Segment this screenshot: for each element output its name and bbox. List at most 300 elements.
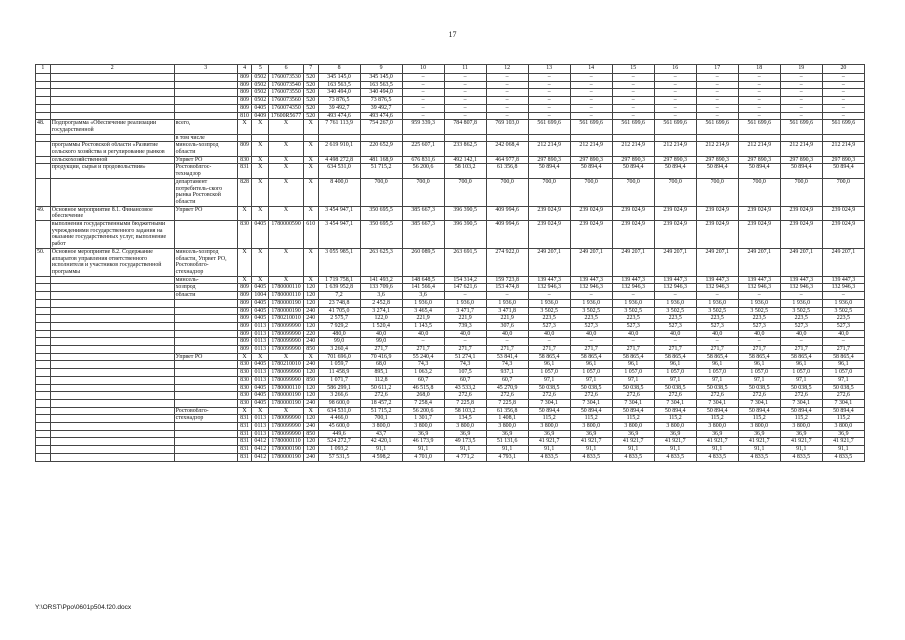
amount-cell: 98 600,0 — [318, 399, 360, 407]
code-vr-cell: X — [303, 120, 318, 134]
program-name-cell — [50, 407, 174, 415]
amount-cell: 7 304,1 — [570, 399, 612, 407]
code-rzpr-cell: X — [252, 142, 269, 156]
code-vr-cell: 520 — [303, 74, 318, 82]
amount-cell: – — [570, 81, 612, 89]
amount-cell: 132 946,3 — [570, 284, 612, 292]
row-number-cell — [36, 338, 51, 346]
amount-cell: – — [444, 104, 486, 112]
amount-cell: 91,1 — [696, 446, 738, 454]
table-row — [36, 376, 865, 384]
amount-cell: 7 304,1 — [696, 399, 738, 407]
amount-cell: 96,1 — [654, 361, 696, 369]
amount-cell: 895,1 — [360, 369, 402, 377]
amount-cell: 50 038,5 — [822, 384, 864, 392]
amount-cell: – — [444, 292, 486, 300]
amount-cell: 51 715,2 — [360, 164, 402, 178]
amount-cell: 223,5 — [612, 315, 654, 323]
code-grbs-cell: 830 — [237, 399, 252, 407]
amount-cell — [696, 134, 738, 142]
amount-cell: 1 057,0 — [696, 369, 738, 377]
amount-cell: 272,6 — [654, 392, 696, 400]
code-vr-cell: 120 — [303, 299, 318, 307]
row-number-cell — [36, 221, 51, 249]
responsible-cell — [174, 221, 237, 249]
amount-cell: 561 699,6 — [738, 120, 780, 134]
amount-cell: 50 894,4 — [654, 407, 696, 415]
amount-cell: 70 416,9 — [360, 353, 402, 361]
amount-cell: – — [822, 74, 864, 82]
amount-cell: 43 533,2 — [444, 384, 486, 392]
amount-cell: – — [822, 97, 864, 105]
amount-cell: 58 865,4 — [570, 353, 612, 361]
program-name-cell — [50, 353, 174, 361]
code-vr-cell: 240 — [303, 399, 318, 407]
amount-cell: 96,1 — [612, 361, 654, 369]
amount-cell: 115,2 — [528, 415, 570, 423]
amount-cell: 139 447,3 — [528, 276, 570, 284]
amount-cell: 50 894,4 — [822, 407, 864, 415]
code-csr-cell: X — [269, 353, 304, 361]
program-name-cell — [50, 346, 174, 354]
amount-cell: 3 800,0 — [486, 423, 528, 431]
code-grbs-cell: 831 — [237, 446, 252, 454]
amount-cell: 58 865,4 — [780, 353, 822, 361]
code-grbs-cell: 830 — [237, 376, 252, 384]
amount-cell: – — [822, 104, 864, 112]
code-csr-cell: 1780099990 — [269, 376, 304, 384]
amount-cell: 1 936,0 — [612, 299, 654, 307]
table-row — [36, 353, 865, 361]
amount-cell: 41 705,0 — [318, 307, 360, 315]
program-name-cell — [50, 392, 174, 400]
code-rzpr-cell: 1004 — [252, 292, 269, 300]
code-grbs-cell: 831 — [237, 453, 252, 461]
amount-cell: 4 771,2 — [444, 453, 486, 461]
amount-cell: – — [528, 74, 570, 82]
column-header: 2 — [50, 65, 174, 74]
amount-cell: – — [402, 74, 444, 82]
amount-cell: 40,0 — [402, 330, 444, 338]
code-csr-cell: 1760073550 — [269, 89, 304, 97]
amount-cell: 1 936,0 — [654, 299, 696, 307]
amount-cell: – — [444, 89, 486, 97]
amount-cell: 61 356,8 — [486, 164, 528, 178]
amount-cell: 212 214,9 — [570, 142, 612, 156]
amount-cell: 11 458,9 — [318, 369, 360, 377]
amount-cell: 3 502,5 — [738, 307, 780, 315]
amount-cell: 297 890,3 — [822, 156, 864, 164]
amount-cell: 139 447,3 — [780, 276, 822, 284]
amount-cell: 271,7 — [402, 346, 444, 354]
amount-cell: 1 520,4 — [360, 322, 402, 330]
code-rzpr-cell: 0113 — [252, 430, 269, 438]
responsible-cell — [174, 453, 237, 461]
amount-cell: 272,6 — [612, 392, 654, 400]
code-grbs-cell: 809 — [237, 81, 252, 89]
amount-cell: – — [402, 338, 444, 346]
amount-cell: 297 890,3 — [696, 156, 738, 164]
amount-cell: 50 038,5 — [654, 384, 696, 392]
table-row — [36, 299, 865, 307]
amount-cell: 4 833,5 — [654, 453, 696, 461]
code-grbs-cell: X — [237, 206, 252, 220]
table-row — [36, 276, 865, 284]
amount-cell: – — [822, 81, 864, 89]
row-number-cell: 49. — [36, 206, 51, 220]
amount-cell: 50 894,4 — [822, 164, 864, 178]
amount-cell: 385 667,3 — [402, 206, 444, 220]
amount-cell: 409 994,6 — [486, 221, 528, 249]
table-row — [36, 206, 865, 220]
amount-cell: 239 024,9 — [780, 206, 822, 220]
code-vr-cell: 240 — [303, 423, 318, 431]
program-name-cell — [50, 338, 174, 346]
amount-cell: 36,9 — [486, 430, 528, 438]
program-name-cell — [50, 81, 174, 89]
amount-cell: – — [780, 338, 822, 346]
responsible-cell: департамент потребитель-ского рынка Ростовской области — [174, 178, 237, 206]
amount-cell: 223,5 — [654, 315, 696, 323]
program-name-cell — [50, 97, 174, 105]
row-number-cell — [36, 369, 51, 377]
amount-cell: 3 800,0 — [654, 423, 696, 431]
code-grbs-cell: 830 — [237, 384, 252, 392]
code-csr-cell: 1780000110 — [269, 384, 304, 392]
amount-cell: 263 691,5 — [444, 248, 486, 276]
amount-cell: – — [444, 74, 486, 82]
code-rzpr-cell: 0405 — [252, 361, 269, 369]
amount-cell: – — [486, 112, 528, 120]
amount-cell: 1 719 758,1 — [318, 276, 360, 284]
program-name-cell — [50, 134, 174, 142]
amount-cell: 239 024,9 — [612, 221, 654, 249]
amount-cell: 3,6 — [402, 292, 444, 300]
code-rzpr-cell: 0405 — [252, 104, 269, 112]
amount-cell: 1 071,7 — [318, 376, 360, 384]
amount-cell: 3 266,6 — [318, 392, 360, 400]
code-rzpr-cell: 0405 — [252, 307, 269, 315]
code-csr-cell: 1780099990 — [269, 338, 304, 346]
amount-cell: 242 068,4 — [486, 142, 528, 156]
amount-cell: 41 921,7 — [570, 438, 612, 446]
amount-cell: – — [570, 74, 612, 82]
amount-cell: – — [696, 112, 738, 120]
amount-cell: – — [696, 104, 738, 112]
code-csr-cell: X — [269, 206, 304, 220]
amount-cell: 40,0 — [486, 330, 528, 338]
code-vr-cell: 240 — [303, 315, 318, 323]
row-number-cell — [36, 74, 51, 82]
responsible-cell — [174, 112, 237, 120]
amount-cell: 36,9 — [696, 430, 738, 438]
amount-cell: 139 447,3 — [570, 276, 612, 284]
amount-cell: 50 038,5 — [738, 384, 780, 392]
amount-cell: 40,0 — [528, 330, 570, 338]
amount-cell: 561 699,6 — [780, 120, 822, 134]
table-row — [36, 112, 865, 120]
amount-cell: 272,6 — [696, 392, 738, 400]
amount-cell: 36,9 — [402, 430, 444, 438]
amount-cell: 115,2 — [570, 415, 612, 423]
amount-cell: – — [780, 97, 822, 105]
amount-cell: 784 807,8 — [444, 120, 486, 134]
program-name-cell — [50, 446, 174, 454]
code-rzpr-cell: X — [252, 206, 269, 220]
code-vr-cell: 520 — [303, 89, 318, 97]
amount-cell: 700,0 — [738, 178, 780, 206]
amount-cell: 263 625,3 — [360, 248, 402, 276]
amount-cell: 91,1 — [402, 446, 444, 454]
amount-cell: 139 447,3 — [654, 276, 696, 284]
amount-cell — [444, 134, 486, 142]
column-header: 20 — [822, 65, 864, 74]
amount-cell: – — [822, 338, 864, 346]
amount-cell: 132 946,3 — [696, 284, 738, 292]
amount-cell: – — [696, 292, 738, 300]
amount-cell: 271,7 — [528, 346, 570, 354]
amount-cell — [612, 134, 654, 142]
column-header: 3 — [174, 65, 237, 74]
amount-cell: – — [402, 104, 444, 112]
program-name-cell — [50, 438, 174, 446]
code-rzpr-cell: 0113 — [252, 369, 269, 377]
amount-cell: 3 800,0 — [612, 423, 654, 431]
amount-cell: 96,1 — [780, 361, 822, 369]
code-vr-cell: X — [303, 276, 318, 284]
row-number-cell — [36, 438, 51, 446]
amount-cell: 3 800,0 — [528, 423, 570, 431]
amount-cell: – — [822, 112, 864, 120]
code-rzpr-cell: 0113 — [252, 346, 269, 354]
amount-cell: – — [612, 292, 654, 300]
amount-cell: 221,9 — [486, 315, 528, 323]
row-number-cell — [36, 89, 51, 97]
amount-cell: – — [780, 104, 822, 112]
code-rzpr-cell: 0502 — [252, 81, 269, 89]
code-rzpr-cell: X — [252, 164, 269, 178]
amount-cell: 700,0 — [822, 178, 864, 206]
row-number-cell — [36, 415, 51, 423]
amount-cell: 36,9 — [780, 430, 822, 438]
code-rzpr-cell: 0502 — [252, 97, 269, 105]
amount-cell: – — [738, 97, 780, 105]
amount-cell: 3 260,4 — [318, 346, 360, 354]
amount-cell: 42 420,1 — [360, 438, 402, 446]
amount-cell: 260 089,5 — [402, 248, 444, 276]
code-rzpr-cell: X — [252, 248, 269, 276]
amount-cell: 97,1 — [612, 376, 654, 384]
amount-cell: 7 761 113,9 — [318, 120, 360, 134]
amount-cell: 97,1 — [822, 376, 864, 384]
amount-cell: 634 531,0 — [318, 164, 360, 178]
code-grbs-cell: 809 — [237, 346, 252, 354]
code-vr-cell: 850 — [303, 346, 318, 354]
responsible-cell — [174, 376, 237, 384]
amount-cell: 223,5 — [528, 315, 570, 323]
amount-cell: 115,2 — [738, 415, 780, 423]
amount-cell: 449,6 — [318, 430, 360, 438]
amount-cell: – — [696, 89, 738, 97]
amount-cell: 36,9 — [654, 430, 696, 438]
row-number-cell: 50. — [36, 248, 51, 276]
code-csr-cell: 1780099990 — [269, 322, 304, 330]
amount-cell: 73 876,5 — [360, 97, 402, 105]
amount-cell: 73 876,5 — [318, 97, 360, 105]
amount-cell: 223,5 — [738, 315, 780, 323]
responsible-cell — [174, 315, 237, 323]
amount-cell: 212 214,9 — [780, 142, 822, 156]
code-rzpr-cell: 0409 — [252, 112, 269, 120]
amount-cell: 271,7 — [360, 346, 402, 354]
amount-cell: 41 921,7 — [528, 438, 570, 446]
amount-cell: 271,7 — [696, 346, 738, 354]
column-header: 1 — [36, 65, 51, 74]
amount-cell: 50 894,4 — [612, 164, 654, 178]
amount-cell: 239 024,9 — [570, 221, 612, 249]
column-header: 5 — [252, 65, 269, 74]
responsible-cell — [174, 322, 237, 330]
amount-cell: 3 502,5 — [696, 307, 738, 315]
amount-cell: 233 862,5 — [444, 142, 486, 156]
amount-cell: 1 936,0 — [402, 299, 444, 307]
program-name-cell — [50, 453, 174, 461]
amount-cell: 115,2 — [612, 415, 654, 423]
row-number-cell — [36, 142, 51, 156]
amount-cell: 1 057,0 — [528, 369, 570, 377]
amount-cell: 223,5 — [570, 315, 612, 323]
amount-cell: 239 024,9 — [738, 221, 780, 249]
code-vr-cell: X — [303, 407, 318, 415]
amount-cell: – — [486, 97, 528, 105]
column-header: 7 — [303, 65, 318, 74]
amount-cell: 39 492,7 — [318, 104, 360, 112]
amount-cell: 409 994,6 — [486, 206, 528, 220]
code-rzpr-cell: 0113 — [252, 415, 269, 423]
column-header: 17 — [696, 65, 738, 74]
code-vr-cell: X — [303, 178, 318, 206]
amount-cell: 527,3 — [654, 322, 696, 330]
amount-cell: 99,0 — [318, 338, 360, 346]
amount-cell: 223,5 — [696, 315, 738, 323]
responsible-cell: минсель-хозпрод области — [174, 142, 237, 156]
code-vr-cell: 520 — [303, 112, 318, 120]
responsible-cell — [174, 74, 237, 82]
table-row — [36, 438, 865, 446]
responsible-cell — [174, 81, 237, 89]
amount-cell: 4 833,5 — [780, 453, 822, 461]
amount-cell: – — [780, 81, 822, 89]
amount-cell: 385 667,3 — [402, 221, 444, 249]
amount-cell: 3 454 947,1 — [318, 221, 360, 249]
amount-cell: 139 447,3 — [738, 276, 780, 284]
table-row — [36, 446, 865, 454]
amount-cell: 7 225,8 — [444, 399, 486, 407]
amount-cell: 297 890,3 — [612, 156, 654, 164]
amount-cell: 3 800,0 — [822, 423, 864, 431]
amount-cell — [780, 134, 822, 142]
amount-cell: 7 304,1 — [780, 399, 822, 407]
code-vr-cell: 120 — [303, 369, 318, 377]
code-grbs-cell: 831 — [237, 415, 252, 423]
code-rzpr-cell: X — [252, 276, 269, 284]
code-rzpr-cell: 0405 — [252, 315, 269, 323]
amount-cell: 561 699,6 — [612, 120, 654, 134]
code-rzpr-cell: X — [252, 353, 269, 361]
amount-cell: 345 145,0 — [360, 74, 402, 82]
amount-cell: 1 057,0 — [612, 369, 654, 377]
amount-cell: 60,7 — [402, 376, 444, 384]
amount-cell: 1 408,1 — [486, 415, 528, 423]
amount-cell: – — [738, 292, 780, 300]
row-number-cell — [36, 299, 51, 307]
code-csr-cell: 1780000190 — [269, 453, 304, 461]
amount-cell: – — [444, 81, 486, 89]
amount-cell: 239 024,9 — [570, 206, 612, 220]
code-grbs-cell: X — [237, 276, 252, 284]
code-csr-cell: 1780210010 — [269, 361, 304, 369]
amount-cell: 524 272,7 — [318, 438, 360, 446]
amount-cell: 937,1 — [486, 369, 528, 377]
amount-cell: 3 502,5 — [528, 307, 570, 315]
amount-cell: 68,0 — [360, 361, 402, 369]
amount-cell: 50 894,4 — [528, 407, 570, 415]
amount-cell: 147 621,6 — [444, 284, 486, 292]
amount-cell: – — [402, 97, 444, 105]
amount-cell: 55 240,4 — [402, 353, 444, 361]
amount-cell: – — [822, 292, 864, 300]
responsible-cell — [174, 104, 237, 112]
code-rzpr-cell: 0502 — [252, 89, 269, 97]
program-name-cell — [50, 292, 174, 300]
code-grbs-cell: 809 — [237, 307, 252, 315]
amount-cell: 239 024,9 — [738, 206, 780, 220]
amount-cell: – — [486, 81, 528, 89]
amount-cell: – — [612, 112, 654, 120]
amount-cell: 58 865,4 — [822, 353, 864, 361]
table-row — [36, 81, 865, 89]
program-name-cell: Подпрограмма «Обеспечение реализации государственной — [50, 120, 174, 134]
row-number-cell — [36, 81, 51, 89]
amount-cell: 249 207,1 — [528, 248, 570, 276]
row-number-cell — [36, 292, 51, 300]
code-csr-cell: 1780099990 — [269, 423, 304, 431]
responsible-cell — [174, 89, 237, 97]
row-number-cell — [36, 446, 51, 454]
amount-cell: 3 800,0 — [444, 423, 486, 431]
row-number-cell — [36, 453, 51, 461]
amount-cell: 40,0 — [444, 330, 486, 338]
amount-cell: 481 168,9 — [360, 156, 402, 164]
amount-cell: – — [654, 81, 696, 89]
amount-cell: 1 639 952,8 — [318, 284, 360, 292]
amount-cell: 133 709,6 — [360, 284, 402, 292]
amount-cell: – — [528, 97, 570, 105]
amount-cell: 132 946,3 — [528, 284, 570, 292]
amount-cell: – — [570, 89, 612, 97]
amount-cell: 50 894,4 — [612, 407, 654, 415]
amount-cell: 50 894,4 — [528, 164, 570, 178]
amount-cell: 1 057,0 — [780, 369, 822, 377]
amount-cell: 527,3 — [822, 322, 864, 330]
amount-cell: 91,1 — [822, 446, 864, 454]
amount-cell: 97,1 — [780, 376, 822, 384]
code-vr-cell: 520 — [303, 97, 318, 105]
amount-cell: 40,0 — [822, 330, 864, 338]
amount-cell: 297 890,3 — [654, 156, 696, 164]
amount-cell: 3 274,1 — [360, 307, 402, 315]
code-csr-cell: X — [269, 248, 304, 276]
